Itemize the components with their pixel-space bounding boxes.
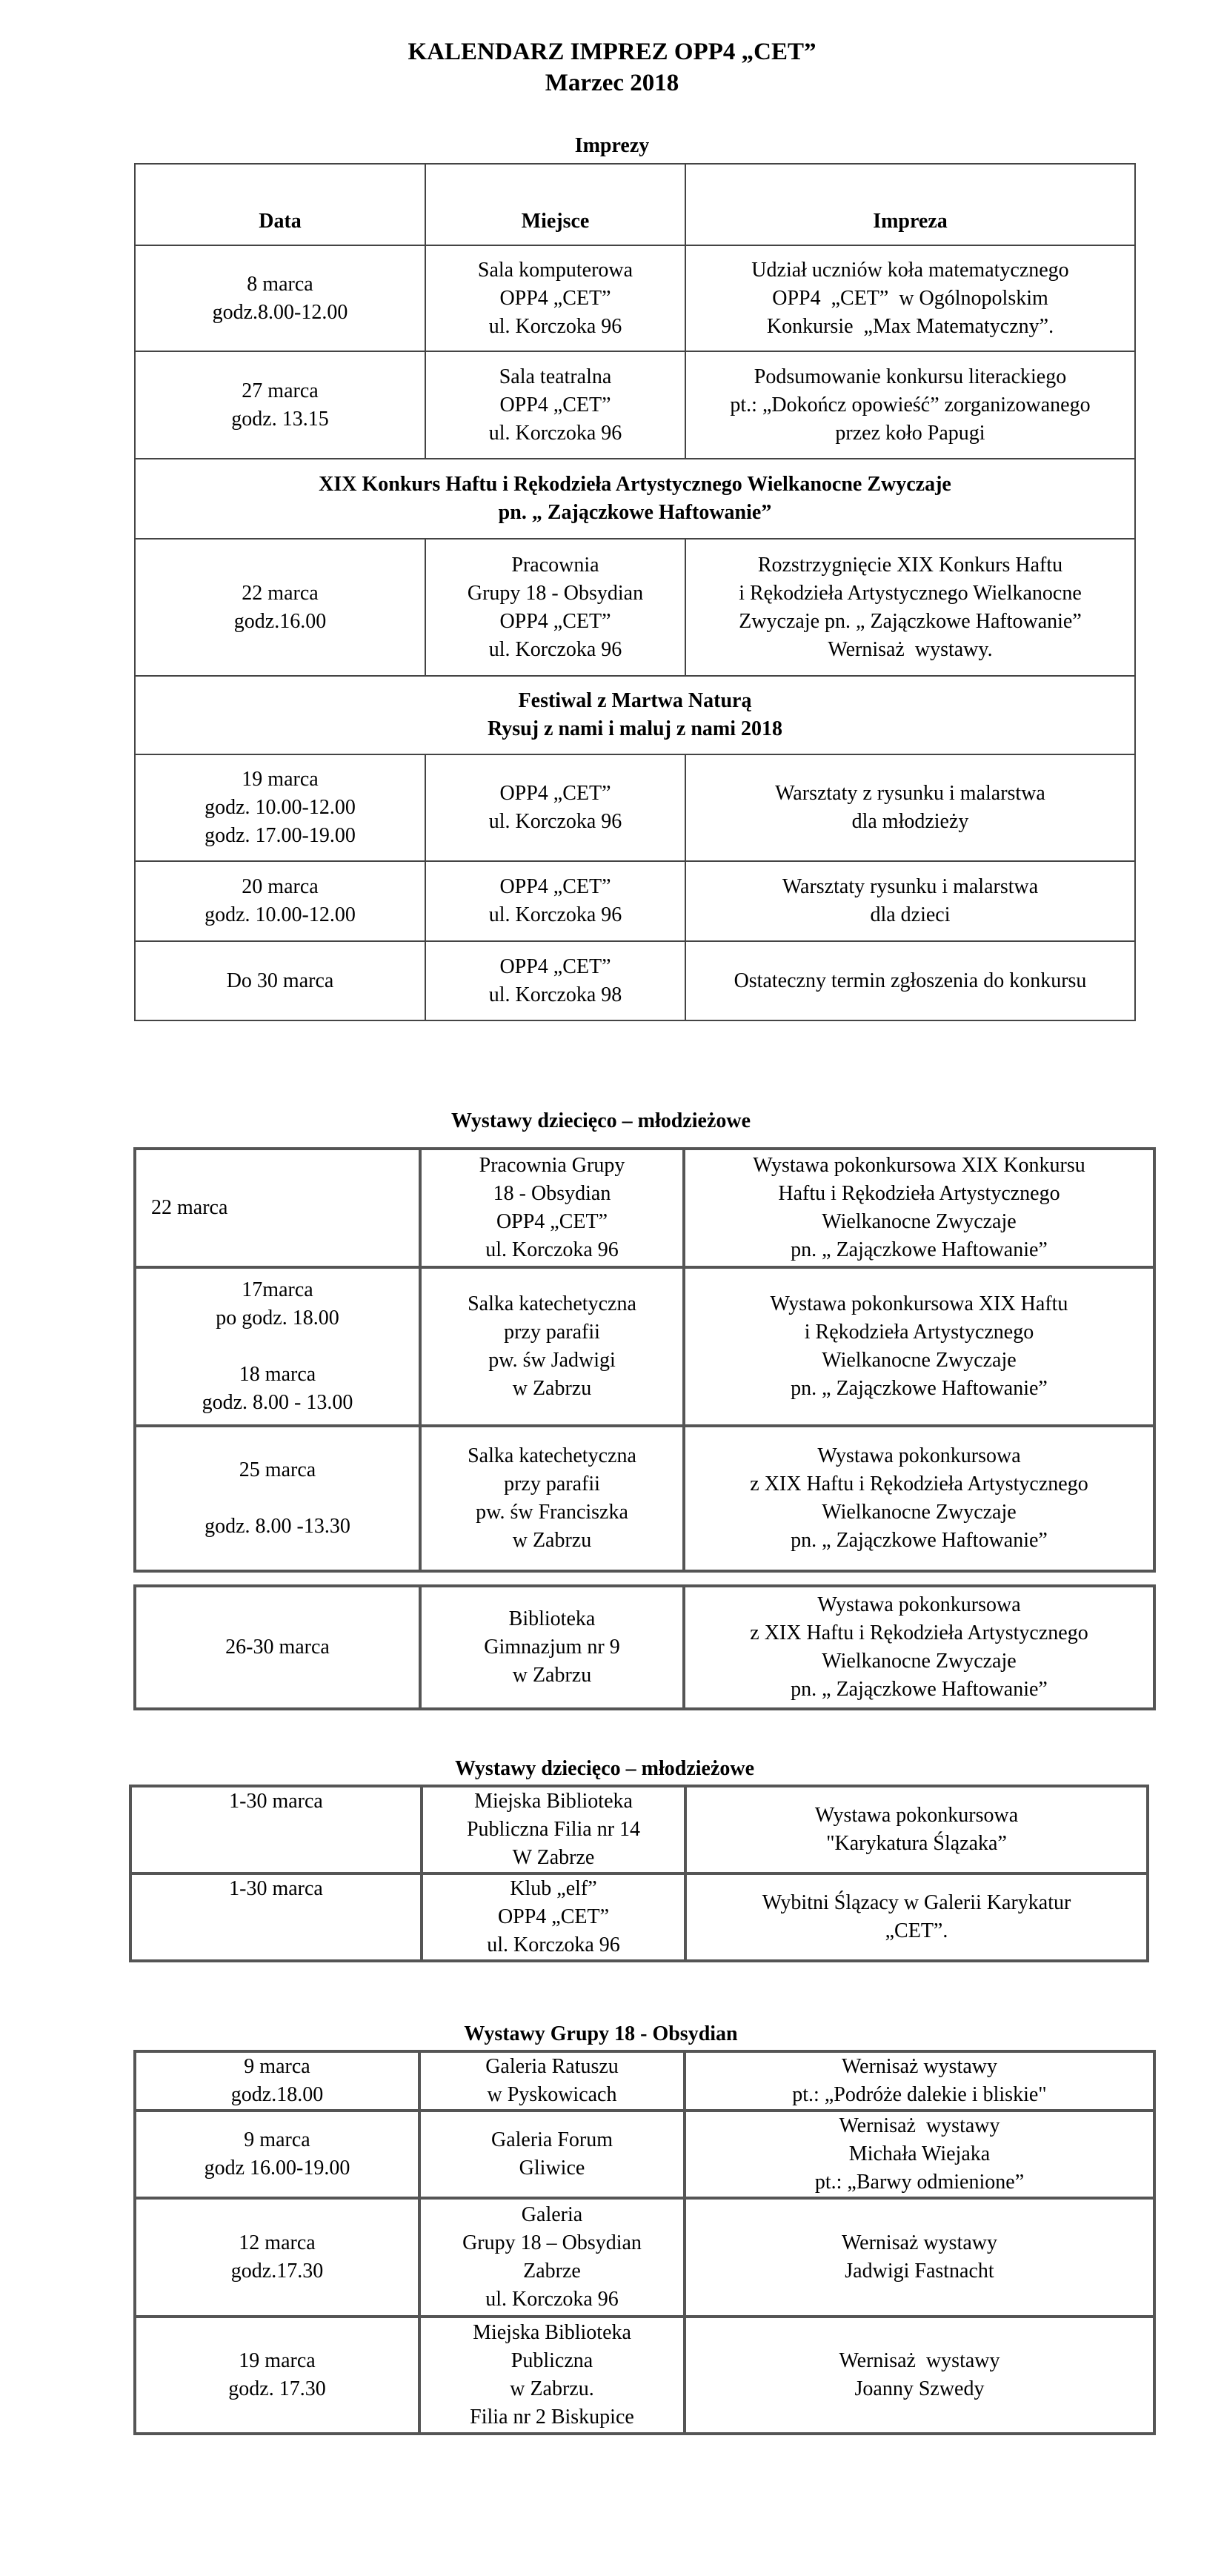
place-line: Sala komputerowa xyxy=(477,258,633,282)
column-header-miejsce: Miejsce xyxy=(425,164,685,245)
place-line: Salka katechetyczna xyxy=(468,1444,636,1467)
description-line: pn. „ Zajączkowe Haftowanie” xyxy=(791,1238,1048,1261)
description-line: z XIX Haftu i Rękodzieła Artystycznego xyxy=(750,1473,1088,1496)
description-cell xyxy=(684,1426,1154,1571)
place-line: Galeria Ratuszu xyxy=(485,2055,619,2078)
event-line: pt.: „Dokończ opowieść” zorganizowanego xyxy=(730,393,1091,416)
event-cell xyxy=(685,754,1135,861)
description-line: Wernisaż wystawy xyxy=(839,2114,1000,2137)
subheading-line: Festiwal z Martwa Naturą xyxy=(518,689,752,712)
event-line: Warsztaty rysunku i malarstwa xyxy=(782,875,1039,898)
place-line: Pracownia xyxy=(511,553,599,577)
description-line: Wielkanocne Zwyczaje xyxy=(822,1349,1017,1372)
description-line: „CET”. xyxy=(885,1919,948,1942)
table-row xyxy=(135,2111,1154,2198)
table-header-row xyxy=(135,164,1135,245)
date-line: 1-30 marca xyxy=(229,1877,323,1900)
description-cell xyxy=(685,1786,1148,1873)
place-line: OPP4 „CET” xyxy=(499,393,611,416)
table-row xyxy=(135,2198,1154,2317)
date-cell xyxy=(135,1586,420,1709)
event-line: Podsumowanie konkursu literackiego xyxy=(754,365,1067,388)
place-line: Galeria Forum xyxy=(490,2128,613,2151)
place-line: ul. Korczoka 98 xyxy=(488,983,622,1006)
wystawy-1-table xyxy=(133,1147,1156,1710)
table-row xyxy=(135,1267,1154,1426)
description-line: Wystawa pokonkursowa xyxy=(817,1444,1021,1467)
date-line: 8 marca xyxy=(247,272,313,296)
event-line: Ostateczny termin zgłoszenia do konkursu xyxy=(734,969,1087,992)
date-line: 18 marca xyxy=(239,1363,316,1386)
table-spacer-row xyxy=(135,1571,1154,1586)
place-line: w Zabrzu xyxy=(512,1664,592,1687)
place-line: Grupy 18 - Obsydian xyxy=(467,581,644,605)
description-line: Jadwigi Fastnacht xyxy=(845,2260,994,2283)
place-cell xyxy=(420,1149,684,1267)
time-line: godz. 13.15 xyxy=(231,407,329,431)
event-line: dla dzieci xyxy=(870,903,951,926)
place-line: Salka katechetyczna xyxy=(468,1292,636,1315)
event-cell xyxy=(685,245,1135,351)
date-cell xyxy=(135,539,425,676)
date-cell xyxy=(130,1873,422,1961)
event-line: Zwyczaje pn. „ Zajączkowe Haftowanie” xyxy=(739,609,1082,633)
place-line: OPP4 „CET” xyxy=(499,609,611,633)
subheading-line: XIX Konkurs Haftu i Rękodzieła Artystycznego Wielkanocne Zwyczaje xyxy=(319,473,951,496)
place-line: w Zabrzu xyxy=(512,1377,592,1400)
place-line: Galeria xyxy=(521,2203,583,2226)
time-line: godz.8.00-12.00 xyxy=(212,300,348,324)
date-line: Do 30 marca xyxy=(226,969,334,992)
table-row xyxy=(135,351,1135,459)
place-line: OPP4 „CET” xyxy=(497,1905,610,1928)
table-row xyxy=(135,245,1135,351)
date-line: 22 marca xyxy=(242,581,319,605)
description-cell xyxy=(684,1586,1154,1709)
page-subtitle: Marzec 2018 xyxy=(545,70,679,96)
place-cell xyxy=(425,351,685,459)
section-title-imprezy: Imprezy xyxy=(574,134,650,157)
place-line: pw. św Jadwigi xyxy=(488,1349,616,1372)
place-line: OPP4 „CET” xyxy=(496,1210,608,1233)
description-line: Haftu i Rękodzieła Artystycznego xyxy=(778,1182,1060,1205)
date-cell xyxy=(130,1786,422,1873)
date-cell xyxy=(135,941,425,1020)
date-cell xyxy=(135,1149,420,1267)
place-line: przy parafii xyxy=(504,1321,600,1344)
section-title-wystawy-3: Wystawy Grupy 18 - Obsydian xyxy=(464,2022,738,2045)
date-cell xyxy=(135,2111,419,2198)
wystawy-3-table xyxy=(133,2050,1156,2435)
time-line: po godz. 18.00 xyxy=(216,1307,339,1330)
time-line: godz 16.00-19.00 xyxy=(204,2157,350,2180)
spacer xyxy=(141,1332,414,1361)
description-line: Wielkanocne Zwyczaje xyxy=(822,1650,1017,1673)
description-line: Michała Wiejaka xyxy=(848,2142,991,2165)
description-line: Wystawa pokonkursowa xyxy=(814,1804,1019,1827)
place-cell xyxy=(419,2317,685,2434)
description-line: "Karykatura Ślązaka” xyxy=(826,1832,1007,1855)
place-line: Miejska Biblioteka xyxy=(474,1790,633,1813)
date-cell xyxy=(135,2317,419,2434)
time-line: godz.18.00 xyxy=(230,2083,324,2106)
place-cell xyxy=(425,245,685,351)
description-line: Wielkanocne Zwyczaje xyxy=(822,1501,1017,1524)
description-line: Wernisaż wystawy xyxy=(841,2055,997,2078)
description-cell xyxy=(685,2317,1154,2434)
description-line: i Rękodzieła Artystycznego xyxy=(804,1321,1034,1344)
table-row xyxy=(130,1873,1148,1961)
date-line: 9 marca xyxy=(244,2055,310,2078)
date-cell xyxy=(135,1267,420,1426)
date-line: 1-30 marca xyxy=(229,1790,323,1813)
table-row xyxy=(135,2317,1154,2434)
place-line: Gimnazjum nr 9 xyxy=(484,1636,620,1659)
description-line: Joanny Szwedy xyxy=(854,2377,985,2400)
description-line: z XIX Haftu i Rękodzieła Artystycznego xyxy=(750,1621,1088,1644)
imprezy-table xyxy=(134,163,1136,1021)
place-cell xyxy=(419,2051,685,2111)
place-line: ul. Korczoka 96 xyxy=(488,421,622,445)
time-line: godz.17.30 xyxy=(230,2260,324,2283)
place-line: ul. Korczoka 96 xyxy=(485,2288,619,2311)
spacer xyxy=(141,1484,414,1513)
date-cell xyxy=(135,245,425,351)
description-line: Wystawa pokonkursowa xyxy=(817,1593,1021,1616)
place-line: ul. Korczoka 96 xyxy=(485,1238,619,1261)
place-cell xyxy=(425,861,685,941)
description-line: Wystawa pokonkursowa XIX Konkursu xyxy=(753,1154,1085,1177)
place-line: OPP4 „CET” xyxy=(499,782,611,805)
place-cell xyxy=(425,941,685,1020)
date-line: 19 marca xyxy=(239,2349,316,2372)
subheading-festiwal xyxy=(135,676,1135,754)
event-cell xyxy=(685,351,1135,459)
event-cell xyxy=(685,539,1135,676)
date-line: 20 marca xyxy=(242,875,319,898)
time-line: godz. 17.30 xyxy=(228,2377,326,2400)
place-cell xyxy=(419,2111,685,2198)
subheading-line: pn. „ Zajączkowe Haftowanie” xyxy=(498,501,772,524)
place-cell xyxy=(420,1267,684,1426)
description-line: pt.: „Podróże dalekie i bliskie" xyxy=(792,2083,1047,2106)
place-cell xyxy=(420,1426,684,1571)
place-line: w Zabrzu. xyxy=(510,2377,594,2400)
place-line: 18 - Obsydian xyxy=(493,1182,611,1205)
description-cell xyxy=(684,1267,1154,1426)
place-line: Zabrze xyxy=(523,2260,581,2283)
description-line: pn. „ Zajączkowe Haftowanie” xyxy=(791,1529,1048,1552)
time-line: godz. 10.00-12.00 xyxy=(204,796,356,819)
date-line: 27 marca xyxy=(242,379,319,402)
place-line: OPP4 „CET” xyxy=(499,875,611,898)
table-row xyxy=(135,941,1135,1020)
place-line: w Zabrzu xyxy=(512,1529,592,1552)
time-line: godz. 17.00-19.00 xyxy=(204,824,356,847)
event-line: dla młodzieży xyxy=(851,810,969,833)
place-line: pw. św Franciszka xyxy=(476,1501,628,1524)
spacer-cell xyxy=(135,1571,1154,1586)
date-cell xyxy=(135,754,425,861)
table-row xyxy=(135,1149,1154,1267)
description-line: Wielkanocne Zwyczaje xyxy=(822,1210,1017,1233)
event-cell xyxy=(685,941,1135,1020)
event-line: Wernisaż wystawy. xyxy=(828,637,993,661)
place-cell xyxy=(425,754,685,861)
section-title-wystawy-1: Wystawy dziecięco – młodzieżowe xyxy=(450,1109,751,1132)
description-cell xyxy=(685,1873,1148,1961)
place-line: ul. Korczoka 96 xyxy=(488,810,622,833)
event-line: Konkursie „Max Matematyczny”. xyxy=(766,314,1054,338)
date-line: 9 marca xyxy=(244,2128,310,2151)
date-line: 12 marca xyxy=(239,2231,316,2254)
place-line: Miejska Biblioteka xyxy=(473,2321,631,2344)
description-line: Wybitni Ślązacy w Galerii Karykatur xyxy=(762,1891,1071,1914)
event-line: OPP4 „CET” w Ogólnopolskim xyxy=(772,286,1048,310)
table-row xyxy=(135,2051,1154,2111)
description-line: Wernisaż wystawy xyxy=(839,2349,1000,2372)
description-cell xyxy=(684,1149,1154,1267)
place-line: ul. Korczoka 96 xyxy=(488,314,622,338)
table-row xyxy=(135,861,1135,941)
time-line: godz.16.00 xyxy=(233,609,327,633)
table-row xyxy=(135,754,1135,861)
place-cell xyxy=(422,1873,685,1961)
subheading-line: Rysuj z nami i maluj z nami 2018 xyxy=(487,717,782,740)
subheading-row-haft xyxy=(135,459,1135,539)
description-line: Wernisaż wystawy xyxy=(841,2231,997,2254)
event-line: Udział uczniów koła matematycznego xyxy=(751,258,1069,282)
date-cell xyxy=(135,1426,420,1571)
place-line: ul. Korczoka 96 xyxy=(487,1933,620,1956)
date-line: 17marca xyxy=(242,1278,313,1301)
table-row xyxy=(135,539,1135,676)
date-cell xyxy=(135,351,425,459)
column-header-impreza: Impreza xyxy=(685,164,1135,245)
description-cell xyxy=(685,2198,1154,2317)
place-line: Biblioteka xyxy=(508,1607,596,1630)
date-cell xyxy=(135,2198,419,2317)
place-line: ul. Korczoka 96 xyxy=(488,903,622,926)
description-cell xyxy=(685,2111,1154,2198)
table-row xyxy=(135,1586,1154,1709)
table-row xyxy=(135,1426,1154,1571)
place-line: Gliwice xyxy=(519,2157,585,2180)
time-line: godz. 8.00 - 13.00 xyxy=(202,1391,353,1414)
event-line: Warsztaty z rysunku i malarstwa xyxy=(775,782,1045,805)
date-line: 26-30 marca xyxy=(225,1636,330,1659)
event-line: przez koło Papugi xyxy=(835,421,985,445)
place-line: ul. Korczoka 96 xyxy=(488,637,622,661)
description-line: pn. „ Zajączkowe Haftowanie” xyxy=(791,1377,1048,1400)
subheading-haft xyxy=(135,459,1135,539)
description-line: pt.: „Barwy odmienione” xyxy=(814,2171,1025,2194)
place-line: Sala teatralna xyxy=(499,365,612,388)
place-line: przy parafii xyxy=(504,1473,600,1496)
place-cell xyxy=(422,1786,685,1873)
description-line: pn. „ Zajączkowe Haftowanie” xyxy=(791,1678,1048,1701)
page-title: KALENDARZ IMPREZ OPP4 „CET” xyxy=(408,39,816,65)
place-line: Klub „elf” xyxy=(510,1877,597,1900)
wystawy-2-table xyxy=(129,1785,1149,1962)
section-title-wystawy-2: Wystawy dziecięco – młodzieżowe xyxy=(454,1757,755,1780)
place-line: Grupy 18 – Obsydian xyxy=(462,2231,642,2254)
date-line: 25 marca xyxy=(239,1458,316,1481)
place-line: Filia nr 2 Biskupice xyxy=(470,2406,634,2429)
place-line: Publiczna xyxy=(510,2349,593,2372)
event-cell xyxy=(685,861,1135,941)
subheading-row-festiwal xyxy=(135,676,1135,754)
column-header-data: Data xyxy=(135,164,425,245)
event-line: i Rękodzieła Artystycznego Wielkanocne xyxy=(739,581,1082,605)
table-row xyxy=(130,1786,1148,1873)
place-line: OPP4 „CET” xyxy=(499,286,611,310)
date-cell xyxy=(135,861,425,941)
date-cell xyxy=(135,2051,419,2111)
date-line: 22 marca xyxy=(151,1196,228,1219)
place-cell xyxy=(425,539,685,676)
place-cell xyxy=(420,1586,684,1709)
description-cell xyxy=(685,2051,1154,2111)
event-line: Rozstrzygnięcie XIX Konkurs Haftu xyxy=(757,553,1063,577)
place-line: Pracownia Grupy xyxy=(479,1154,625,1177)
place-line: Publiczna Filia nr 14 xyxy=(466,1818,641,1841)
place-line: w Pyskowicach xyxy=(487,2083,617,2106)
place-cell xyxy=(419,2198,685,2317)
time-line: godz. 10.00-12.00 xyxy=(204,903,356,926)
time-line: godz. 8.00 -13.30 xyxy=(204,1515,350,1538)
date-line: 19 marca xyxy=(242,768,319,791)
place-line: W Zabrze xyxy=(512,1846,595,1869)
place-line: OPP4 „CET” xyxy=(499,955,611,978)
description-line: Wystawa pokonkursowa XIX Haftu xyxy=(770,1292,1068,1315)
